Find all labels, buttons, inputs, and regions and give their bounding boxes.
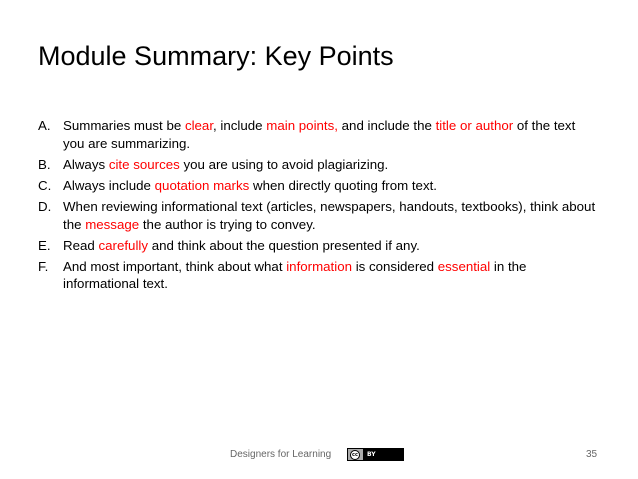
key-point-item	[38, 198, 598, 234]
point-text: is considered	[352, 258, 438, 274]
point-letter: C.	[38, 177, 52, 193]
point-text: And most important, think about what	[63, 258, 287, 274]
point-text: you are using to avoid plagiarizing.	[179, 156, 389, 172]
highlighted-term: message	[85, 216, 140, 232]
point-text: Always include	[63, 177, 155, 193]
highlighted-term: quotation marks	[154, 177, 250, 193]
highlighted-term: main points,	[266, 118, 338, 133]
footer-text: Designers for Learning	[230, 449, 332, 460]
key-point-item	[38, 156, 598, 174]
point-text: of the text you are summarizing.	[63, 118, 576, 151]
cc-icon: cc	[350, 450, 360, 460]
highlighted-term: title or author	[435, 118, 514, 133]
point-text: Always	[63, 156, 109, 172]
highlighted-term: information	[286, 258, 352, 274]
point-text: When reviewing informational text (articles, newspapers, handouts, textbooks), think about the	[63, 198, 596, 232]
highlighted-term: clear	[184, 118, 214, 133]
point-letter: F.	[38, 258, 49, 274]
highlighted-term: essential	[437, 258, 491, 274]
point-text: Read	[63, 237, 99, 253]
point-text: the author is trying to convey.	[139, 216, 316, 232]
point-text: in the informational text.	[63, 258, 527, 292]
key-point-item	[38, 237, 598, 255]
by-label: BY	[363, 449, 403, 460]
point-letter: D.	[38, 198, 52, 214]
point-letter: B.	[38, 156, 51, 172]
point-letter: E.	[38, 237, 51, 253]
slide-title: Module Summary: Key Points	[38, 41, 394, 71]
point-text: when directly quoting from text.	[249, 177, 437, 193]
point-letter: A.	[38, 118, 51, 133]
key-point-item	[38, 177, 598, 195]
key-points-list	[38, 117, 598, 296]
point-text: and think about the question presented if any.	[148, 237, 420, 253]
point-text: Summaries must be	[63, 118, 185, 133]
point-text: and include the	[337, 118, 436, 133]
key-point-item	[38, 258, 598, 294]
key-point-item	[38, 117, 598, 153]
point-text: , include	[213, 118, 267, 133]
cc-by-license-icon	[347, 448, 404, 461]
page-number: 35	[586, 449, 598, 460]
highlighted-term: cite sources	[108, 156, 180, 172]
highlighted-term: carefully	[98, 237, 148, 253]
